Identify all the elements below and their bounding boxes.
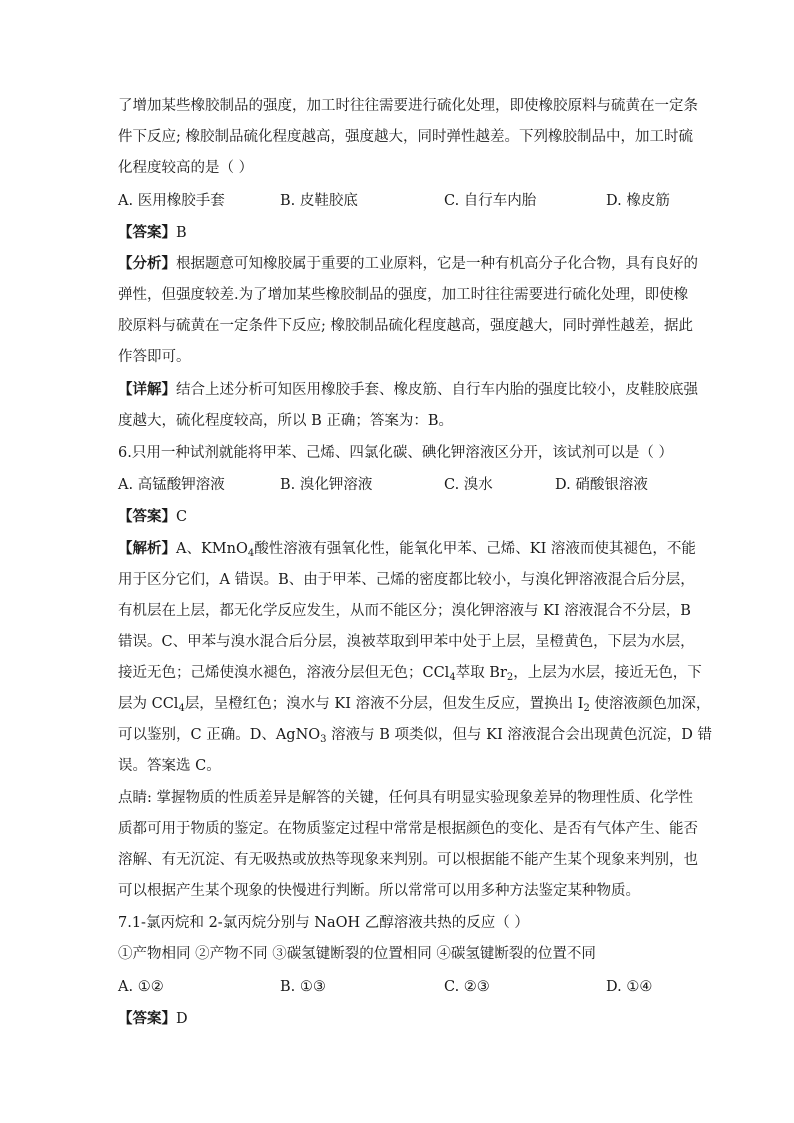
q7-choices: ①产物相同 ②产物不同 ③碳氢键断裂的位置相同 ④碳氢键断裂的位置不同: [118, 946, 596, 962]
q5-option-d: D. 橡皮筋: [606, 193, 670, 209]
answer-value: B: [176, 225, 187, 241]
detail-tag: 【详解】: [118, 381, 176, 398]
q5-stem-line-3: 化程度较高的是（ ）: [118, 160, 254, 176]
q6-tip-line-2: 质都可用于物质的鉴定。在物质鉴定过程中常常是根据颜色的变化、是否有气体产生、能否: [118, 821, 698, 837]
q5-detail-line-1: [118, 380, 698, 400]
q7-option-d: D. ①④: [606, 979, 653, 995]
q5-analysis-line-2: 弹性，但强度较差.为了增加某些橡胶制品的强度，加工时往往需要进行硫化处理，即使橡: [118, 287, 689, 303]
subscript: 2: [583, 703, 590, 714]
q5-detail-line-2: 度越大，硫化程度较高，所以 B 正确；答案为：B。: [118, 413, 454, 429]
subscript: 3: [320, 734, 327, 745]
q6-tip-line-4: 可以根据产生某个现象的快慢进行判断。所以常常可以用多种方法鉴定某种物质。: [118, 883, 640, 899]
subscript: 4: [449, 672, 456, 683]
q6-explain-line-1: [118, 539, 696, 559]
q6-stem: 6.只用一种试剂就能将甲苯、己烯、四氯化碳、碘化钾溶液区分开，该试剂可以是（ ）: [118, 445, 673, 461]
answer-value: C: [176, 509, 188, 525]
text: A、KMnO: [176, 541, 248, 557]
answer-tag: 【答案】: [118, 508, 176, 525]
q5-option-a: A. 医用橡胶手套: [118, 193, 225, 209]
q6-explain-line-2: 用于区分它们，A 错误。B、由于甲苯、己烯的密度都比较小，与溴化钾溶液混合后分层，: [118, 572, 695, 588]
q6-option-a: A. 高锰酸钾溶液: [118, 477, 225, 493]
analysis-text: 根据题意可知橡胶属于重要的工业原料，它是一种有机高分子化合物，具有良好的: [176, 256, 698, 272]
text: 层，呈橙红色；溴水与 KI 溶液不分层，但发生反应，置换出 I: [184, 696, 584, 712]
q6-explain-line-8: 误。答案选 C。: [118, 758, 221, 774]
q6-option-b: B. 溴化钾溶液: [280, 477, 373, 493]
q6-answer: [118, 507, 187, 527]
q5-stem-line-2: 件下反应; 橡胶制品硫化程度越高，强度越大，同时弹性越差。下列橡胶制品中，加工时硫: [118, 129, 693, 145]
q5-option-c: C. 自行车内胎: [444, 193, 537, 209]
text: 使溶液颜色加深，: [589, 696, 711, 712]
text: 酸性溶液有强氧化性，能氧化甲苯、己烯、KI 溶液而使其褪色，不能: [254, 541, 696, 557]
answer-tag: 【答案】: [118, 1010, 176, 1027]
q5-option-b: B. 皮鞋胶底: [280, 193, 358, 209]
text: 可以鉴别，C 正确。D、AgNO: [118, 727, 321, 743]
explain-tag: 【解析】: [118, 540, 176, 557]
analysis-tag: 【分析】: [118, 255, 176, 272]
text: 溶液与 B 项类似，但与 KI 溶液混合会出现黄色沉淀，D 错: [326, 727, 713, 743]
q6-option-d: D. 硝酸银溶液: [555, 477, 648, 493]
q5-analysis-line-4: 作答即可。: [118, 349, 191, 365]
text: 层为 CCl: [118, 696, 179, 712]
q6-explain-line-3: 有机层在上层，都无化学反应发生，从而不能区分；溴化钾溶液与 KI 溶液混合不分层，B: [118, 603, 691, 619]
q7-answer: [118, 1009, 188, 1029]
q6-option-c: C. 溴水: [444, 477, 493, 493]
subscript: 2: [506, 672, 514, 683]
q5-analysis-line-1: [118, 254, 698, 274]
answer-value: D: [176, 1011, 188, 1027]
q7-option-a: A. ①②: [118, 979, 164, 995]
text: 萃取 Br: [455, 665, 507, 681]
q6-explain-line-6: [118, 694, 710, 714]
q6-explain-line-7: [118, 725, 712, 745]
q7-stem: 7.1-氯丙烷和 2-氯丙烷分别与 NaOH 乙醇溶液共热的反应（ ）: [118, 915, 529, 931]
q6-explain-line-5: [118, 663, 702, 683]
q7-option-c: C. ②③: [444, 979, 490, 995]
q7-option-b: B. ①③: [280, 979, 326, 995]
text: ，上层为水层，接近无色，下: [513, 665, 702, 681]
q6-tip-line-1: 点睛: 掌握物质的性质差异是解答的关键，任何具有明显实验现象差异的物理性质、化学性: [118, 790, 693, 806]
q5-analysis-line-3: 胶原料与硫黄在一定条件下反应; 橡胶制品硫化程度越高，强度越大，同时弹性越差，据此: [118, 318, 693, 334]
q5-answer: [118, 223, 187, 243]
subscript: 4: [247, 548, 255, 559]
subscript: 4: [178, 703, 185, 714]
q6-explain-line-4: 错误。C、甲苯与溴水混合后分层，溴被萃取到甲苯中处于上层，呈橙黄色，下层为水层，: [118, 634, 695, 650]
detail-text: 结合上述分析可知医用橡胶手套、橡皮筋、自行车内胎的强度比较小，皮鞋胶底强: [176, 382, 698, 398]
q6-tip-line-3: 溶解、有无沉淀、有无吸热或放热等现象来判别。可以根据能不能产生某个现象来判别，也: [118, 852, 698, 868]
text: 接近无色；己烯使溴水褪色，溶液分层但无色；CCl: [118, 665, 450, 681]
q5-stem-line-1: 了增加某些橡胶制品的强度，加工时往往需要进行硫化处理，即使橡胶原料与硫黄在一定条: [118, 98, 698, 114]
answer-tag: 【答案】: [118, 224, 176, 241]
